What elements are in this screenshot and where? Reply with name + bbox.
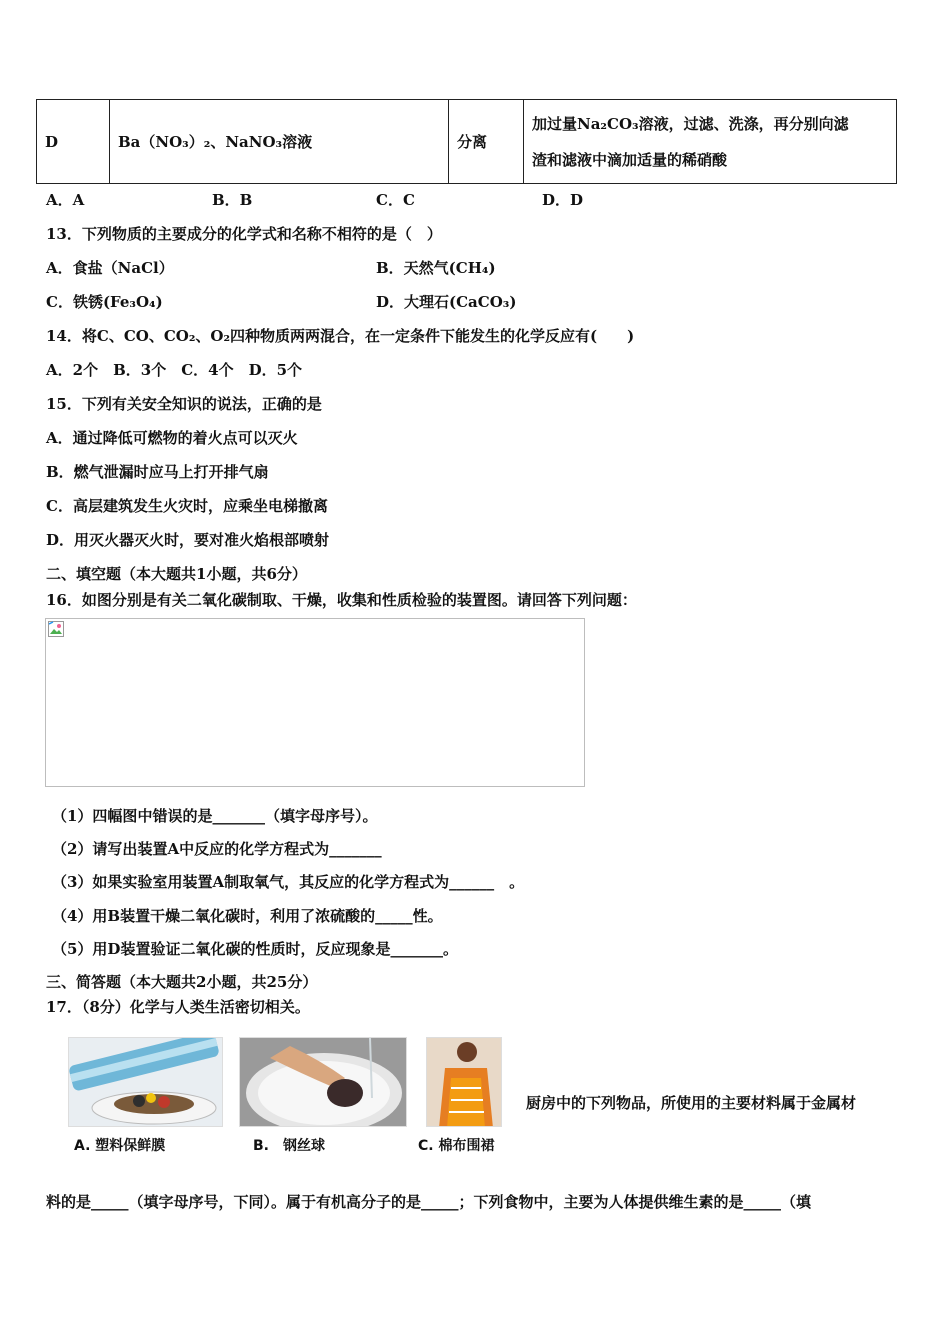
q17-side-text: 厨房中的下列物品，所使用的主要材料属于金属材 [526,1094,857,1112]
row-letter: D [37,100,110,184]
apparatus-image-placeholder [45,618,585,787]
q16-part2: （2）请写出装置A中反应的化学方程式为_______ [52,840,382,858]
q16-part4: （4）用B装置干燥二氧化碳时，利用了浓硫酸的_____性。 [52,907,443,925]
caption-plastic-wrap: A. 塑料保鲜膜 [74,1138,166,1154]
q15-option-d: D．用灭火器灭火时，要对准火焰根部喷射 [46,531,330,549]
q12-option-b: B．B [212,191,253,209]
row-method: 分离 [449,100,524,184]
q12-option-d: D．D [542,191,584,209]
section-fill-in-heading: 二、填空题（本大题共1小题，共6分） [46,565,307,583]
row-operation [524,100,897,184]
cotton-apron-image [426,1037,502,1127]
broken-image-icon [48,621,64,637]
q13-stem: 13．下列物质的主要成分的化学式和名称不相符的是（ ） [46,225,442,243]
caption-steel-wool: B. 钢丝球 [253,1138,325,1154]
steel-wool-image [239,1037,407,1127]
q16-stem: 16．如图分别是有关二氧化碳制取、干燥，收集和性质检验的装置图。请回答下列问题： [46,591,637,609]
q16-part3: （3）如果实验室用装置A制取氧气，其反应的化学方程式为______ 。 [52,873,525,891]
q15-option-b: B．燃气泄漏时应马上打开排气扇 [46,463,269,481]
row-substance: Ba（NO₃）₂、NaNO₃溶液 [110,100,449,184]
q16-part1: （1）四幅图中错误的是_______（填字母序号）。 [52,807,378,825]
row-operation-line2: 渣和滤液中滴加适量的稀硝酸 [532,150,728,169]
q14-stem: 14．将C、CO、CO₂、O₂四种物质两两混合，在一定条件下能发生的化学反应有( ) [46,327,635,345]
section-short-answer-heading: 三、简答题（本大题共2小题，共25分） [46,973,318,991]
row-operation-line1: 加过量Na₂CO₃溶液，过滤、洗涤，再分别向滤 [532,114,849,133]
plastic-wrap-image [68,1037,223,1127]
q13-option-b: B．天然气(CH₄) [376,259,496,277]
q13-option-a: A．食盐（NaCl） [46,259,174,277]
q17-stem: 17．（8分）化学与人类生活密切相关。 [46,998,310,1016]
q15-option-c: C．高层建筑发生火灾时，应乘坐电梯撤离 [46,497,328,515]
q17-continuation-text: 料的是_____（填字母序号，下同）。属于有机高分子的是_____；下列食物中，主要为人体提供维生素的是_____（填 [46,1193,812,1211]
caption-cotton-apron: C. 棉布围裙 [418,1138,495,1154]
q16-part5: （5）用D装置验证二氧化碳的性质时，反应现象是_______。 [52,940,458,958]
q12-option-c: C．C [376,191,415,209]
options-table-row-d [36,99,897,184]
q15-option-a: A．通过降低可燃物的着火点可以灭火 [46,429,298,447]
q15-stem: 15．下列有关安全知识的说法，正确的是 [46,395,322,413]
q13-option-c: C．铁锈(Fe₃O₄) [46,293,163,311]
q12-option-a: A．A [46,191,85,209]
q14-options: A．2个 B．3个 C．4个 D．5个 [46,361,303,379]
q13-option-d: D．大理石(CaCO₃) [376,293,517,311]
